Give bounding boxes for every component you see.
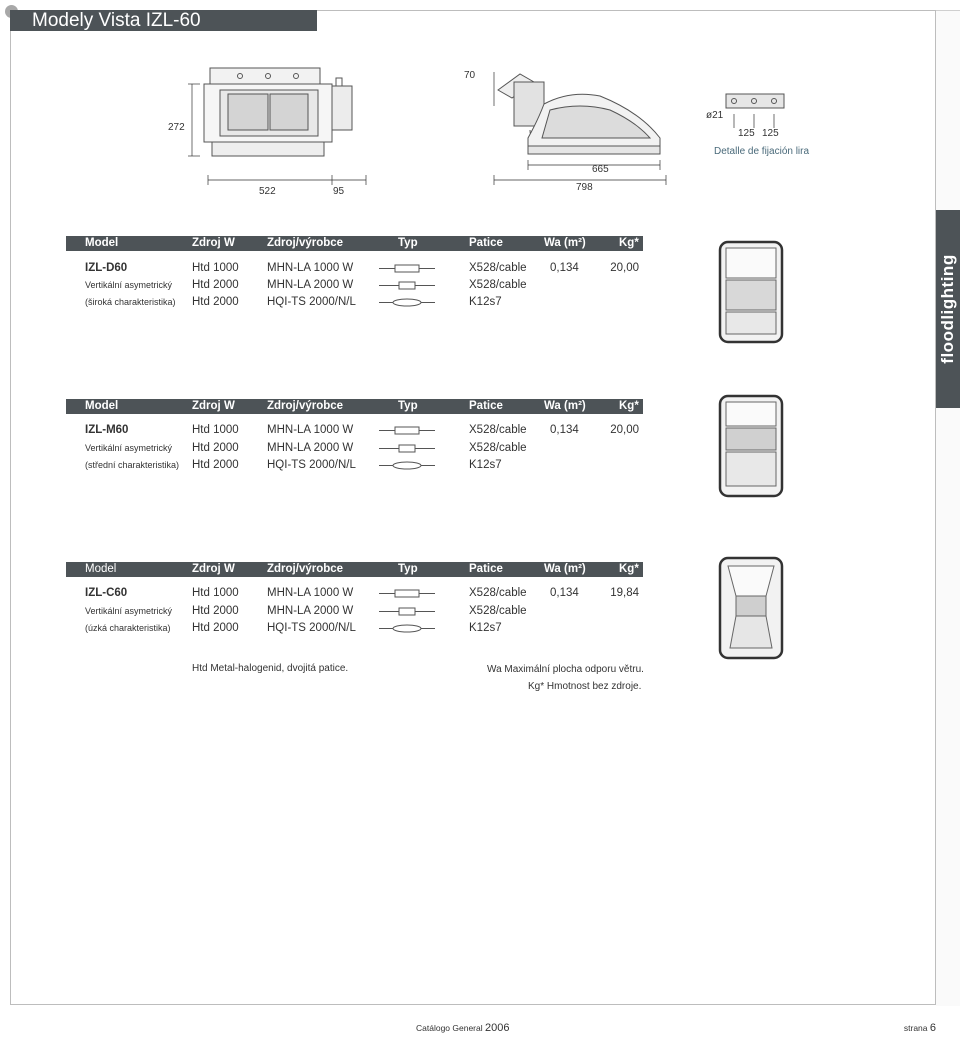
header-typ: Typ xyxy=(398,237,418,249)
row-model: IZL-C60 xyxy=(85,587,128,599)
row-patice: X528/cable xyxy=(469,424,527,436)
header-model: Model xyxy=(85,400,119,412)
side-view-drawing xyxy=(490,60,670,190)
lamp-type-icon xyxy=(379,426,435,435)
note-kg: Kg* Hmotnost bez zdroje. xyxy=(528,681,642,692)
page-title: Modely Vista IZL-60 xyxy=(32,10,201,31)
header-patice: Patice xyxy=(469,563,503,575)
row-model: IZL-M60 xyxy=(85,424,129,436)
table-row xyxy=(66,585,643,602)
row-zdroj: Htd 2000 xyxy=(192,296,239,308)
row-zdroj: Htd 2000 xyxy=(192,605,239,617)
row-model: (široká charakteristika) xyxy=(85,297,176,307)
row-kg: 20,00 xyxy=(610,262,639,274)
side-tab xyxy=(936,210,960,408)
row-patice: X528/cable xyxy=(469,605,527,617)
lamp-type-icon xyxy=(379,281,435,290)
footer-page-label: strana xyxy=(903,1023,928,1033)
lamp-type-icon xyxy=(379,444,435,453)
header-model: Model xyxy=(85,237,119,249)
page-frame xyxy=(10,10,936,1005)
row-patice: X528/cable xyxy=(469,262,527,274)
dim-hole-spacing-2: 125 xyxy=(762,128,779,139)
table-row xyxy=(66,440,643,457)
row-zdroj: Htd 2000 xyxy=(192,459,239,471)
lamp-type-icon xyxy=(379,461,435,470)
row-zdroj: Htd 1000 xyxy=(192,587,239,599)
row-zdroj: Htd 1000 xyxy=(192,262,239,274)
header-vyrobce: Zdroj/výrobce xyxy=(267,563,344,575)
luminaire-photo-medium xyxy=(716,394,786,498)
side-tab-label: floodlighting xyxy=(938,254,957,364)
header-patice: Patice xyxy=(469,237,503,249)
table-row xyxy=(66,260,643,277)
row-patice: K12s7 xyxy=(469,296,502,308)
row-model: Vertikální asymetrický xyxy=(85,280,173,290)
dim-height: 272 xyxy=(168,122,185,133)
table-row xyxy=(66,620,643,637)
row-vyrobce: HQI-TS 2000/N/L xyxy=(267,296,356,308)
front-view-drawing xyxy=(160,60,360,200)
header-model: Model xyxy=(85,563,117,575)
row-model: Vertikální asymetrický xyxy=(85,443,173,453)
row-vyrobce: MHN-LA 2000 W xyxy=(267,605,354,617)
row-patice: K12s7 xyxy=(469,622,502,634)
side-strip xyxy=(936,10,960,1006)
lamp-type-icon xyxy=(379,624,435,633)
row-kg: 19,84 xyxy=(610,587,639,599)
table-header-1 xyxy=(66,236,643,251)
table-row xyxy=(66,457,643,474)
header-zdroj: Zdroj W xyxy=(192,563,235,575)
lamp-type-icon xyxy=(379,298,435,307)
header-typ: Typ xyxy=(398,563,418,575)
table-header-2 xyxy=(66,399,643,414)
footer-year: 2006 xyxy=(485,1022,510,1034)
row-vyrobce: HQI-TS 2000/N/L xyxy=(267,459,356,471)
row-wa: 0,134 xyxy=(550,587,579,599)
header-vyrobce: Zdroj/výrobce xyxy=(267,237,344,249)
footer-page-number: 6 xyxy=(929,1022,936,1034)
row-vyrobce: MHN-LA 1000 W xyxy=(267,587,354,599)
row-vyrobce: MHN-LA 1000 W xyxy=(267,262,354,274)
header-patice: Patice xyxy=(469,400,503,412)
row-zdroj: Htd 1000 xyxy=(192,424,239,436)
header-zdroj: Zdroj W xyxy=(192,400,235,412)
row-zdroj: Htd 2000 xyxy=(192,279,239,291)
header-wa: Wa (m²) xyxy=(544,237,586,249)
row-model: Vertikální asymetrický xyxy=(85,606,173,616)
title-bar xyxy=(10,10,317,31)
row-patice: X528/cable xyxy=(469,587,527,599)
table-row xyxy=(66,277,643,294)
lamp-type-icon xyxy=(379,607,435,616)
header-vyrobce: Zdroj/výrobce xyxy=(267,400,344,412)
row-model: IZL-D60 xyxy=(85,262,128,274)
row-kg: 20,00 xyxy=(610,424,639,436)
row-wa: 0,134 xyxy=(550,262,579,274)
table-row xyxy=(66,603,643,620)
header-zdroj: Zdroj W xyxy=(192,237,235,249)
footer-catalog xyxy=(416,1022,510,1034)
row-vyrobce: MHN-LA 2000 W xyxy=(267,279,354,291)
footer-catalog-label: Catálogo General xyxy=(416,1023,483,1033)
row-zdroj: Htd 2000 xyxy=(192,622,239,634)
luminaire-photo-wide xyxy=(716,240,786,344)
lamp-type-icon xyxy=(379,589,435,598)
row-patice: K12s7 xyxy=(469,459,502,471)
footer-page xyxy=(904,1022,936,1034)
header-kg: Kg* xyxy=(619,563,639,575)
note-htd: Htd Metal-halogenid, dvojitá patice. xyxy=(192,663,349,674)
header-kg: Kg* xyxy=(619,400,639,412)
lamp-type-icon xyxy=(379,264,435,273)
header-wa: Wa (m²) xyxy=(544,563,586,575)
table-row xyxy=(66,294,643,311)
header-kg: Kg* xyxy=(619,237,639,249)
table-header-3 xyxy=(66,562,643,577)
row-patice: X528/cable xyxy=(469,279,527,291)
row-zdroj: Htd 2000 xyxy=(192,442,239,454)
row-wa: 0,134 xyxy=(550,424,579,436)
row-vyrobce: MHN-LA 2000 W xyxy=(267,442,354,454)
row-vyrobce: MHN-LA 1000 W xyxy=(267,424,354,436)
luminaire-photo-narrow xyxy=(716,556,786,660)
row-patice: X528/cable xyxy=(469,442,527,454)
dim-hole: ø21 xyxy=(706,110,724,121)
row-model: (úzká charakteristika) xyxy=(85,623,171,633)
header-wa: Wa (m²) xyxy=(544,400,586,412)
dim-hole-spacing-1: 125 xyxy=(738,128,755,139)
row-model: (střední charakteristika) xyxy=(85,460,180,470)
row-vyrobce: HQI-TS 2000/N/L xyxy=(267,622,356,634)
fixing-detail-drawing xyxy=(724,92,788,132)
dim-width-front: 522 xyxy=(259,186,276,197)
dim-width-box: 95 xyxy=(333,186,345,197)
dim-top-offset: 70 xyxy=(464,70,476,81)
note-wa: Wa Maximální plocha odporu větru. xyxy=(487,664,644,675)
dim-side-total: 798 xyxy=(576,182,593,193)
table-row xyxy=(66,422,643,439)
dim-side-length: 665 xyxy=(592,164,609,175)
header-typ: Typ xyxy=(398,400,418,412)
fixing-caption: Detalle de fijación lira xyxy=(714,146,810,157)
